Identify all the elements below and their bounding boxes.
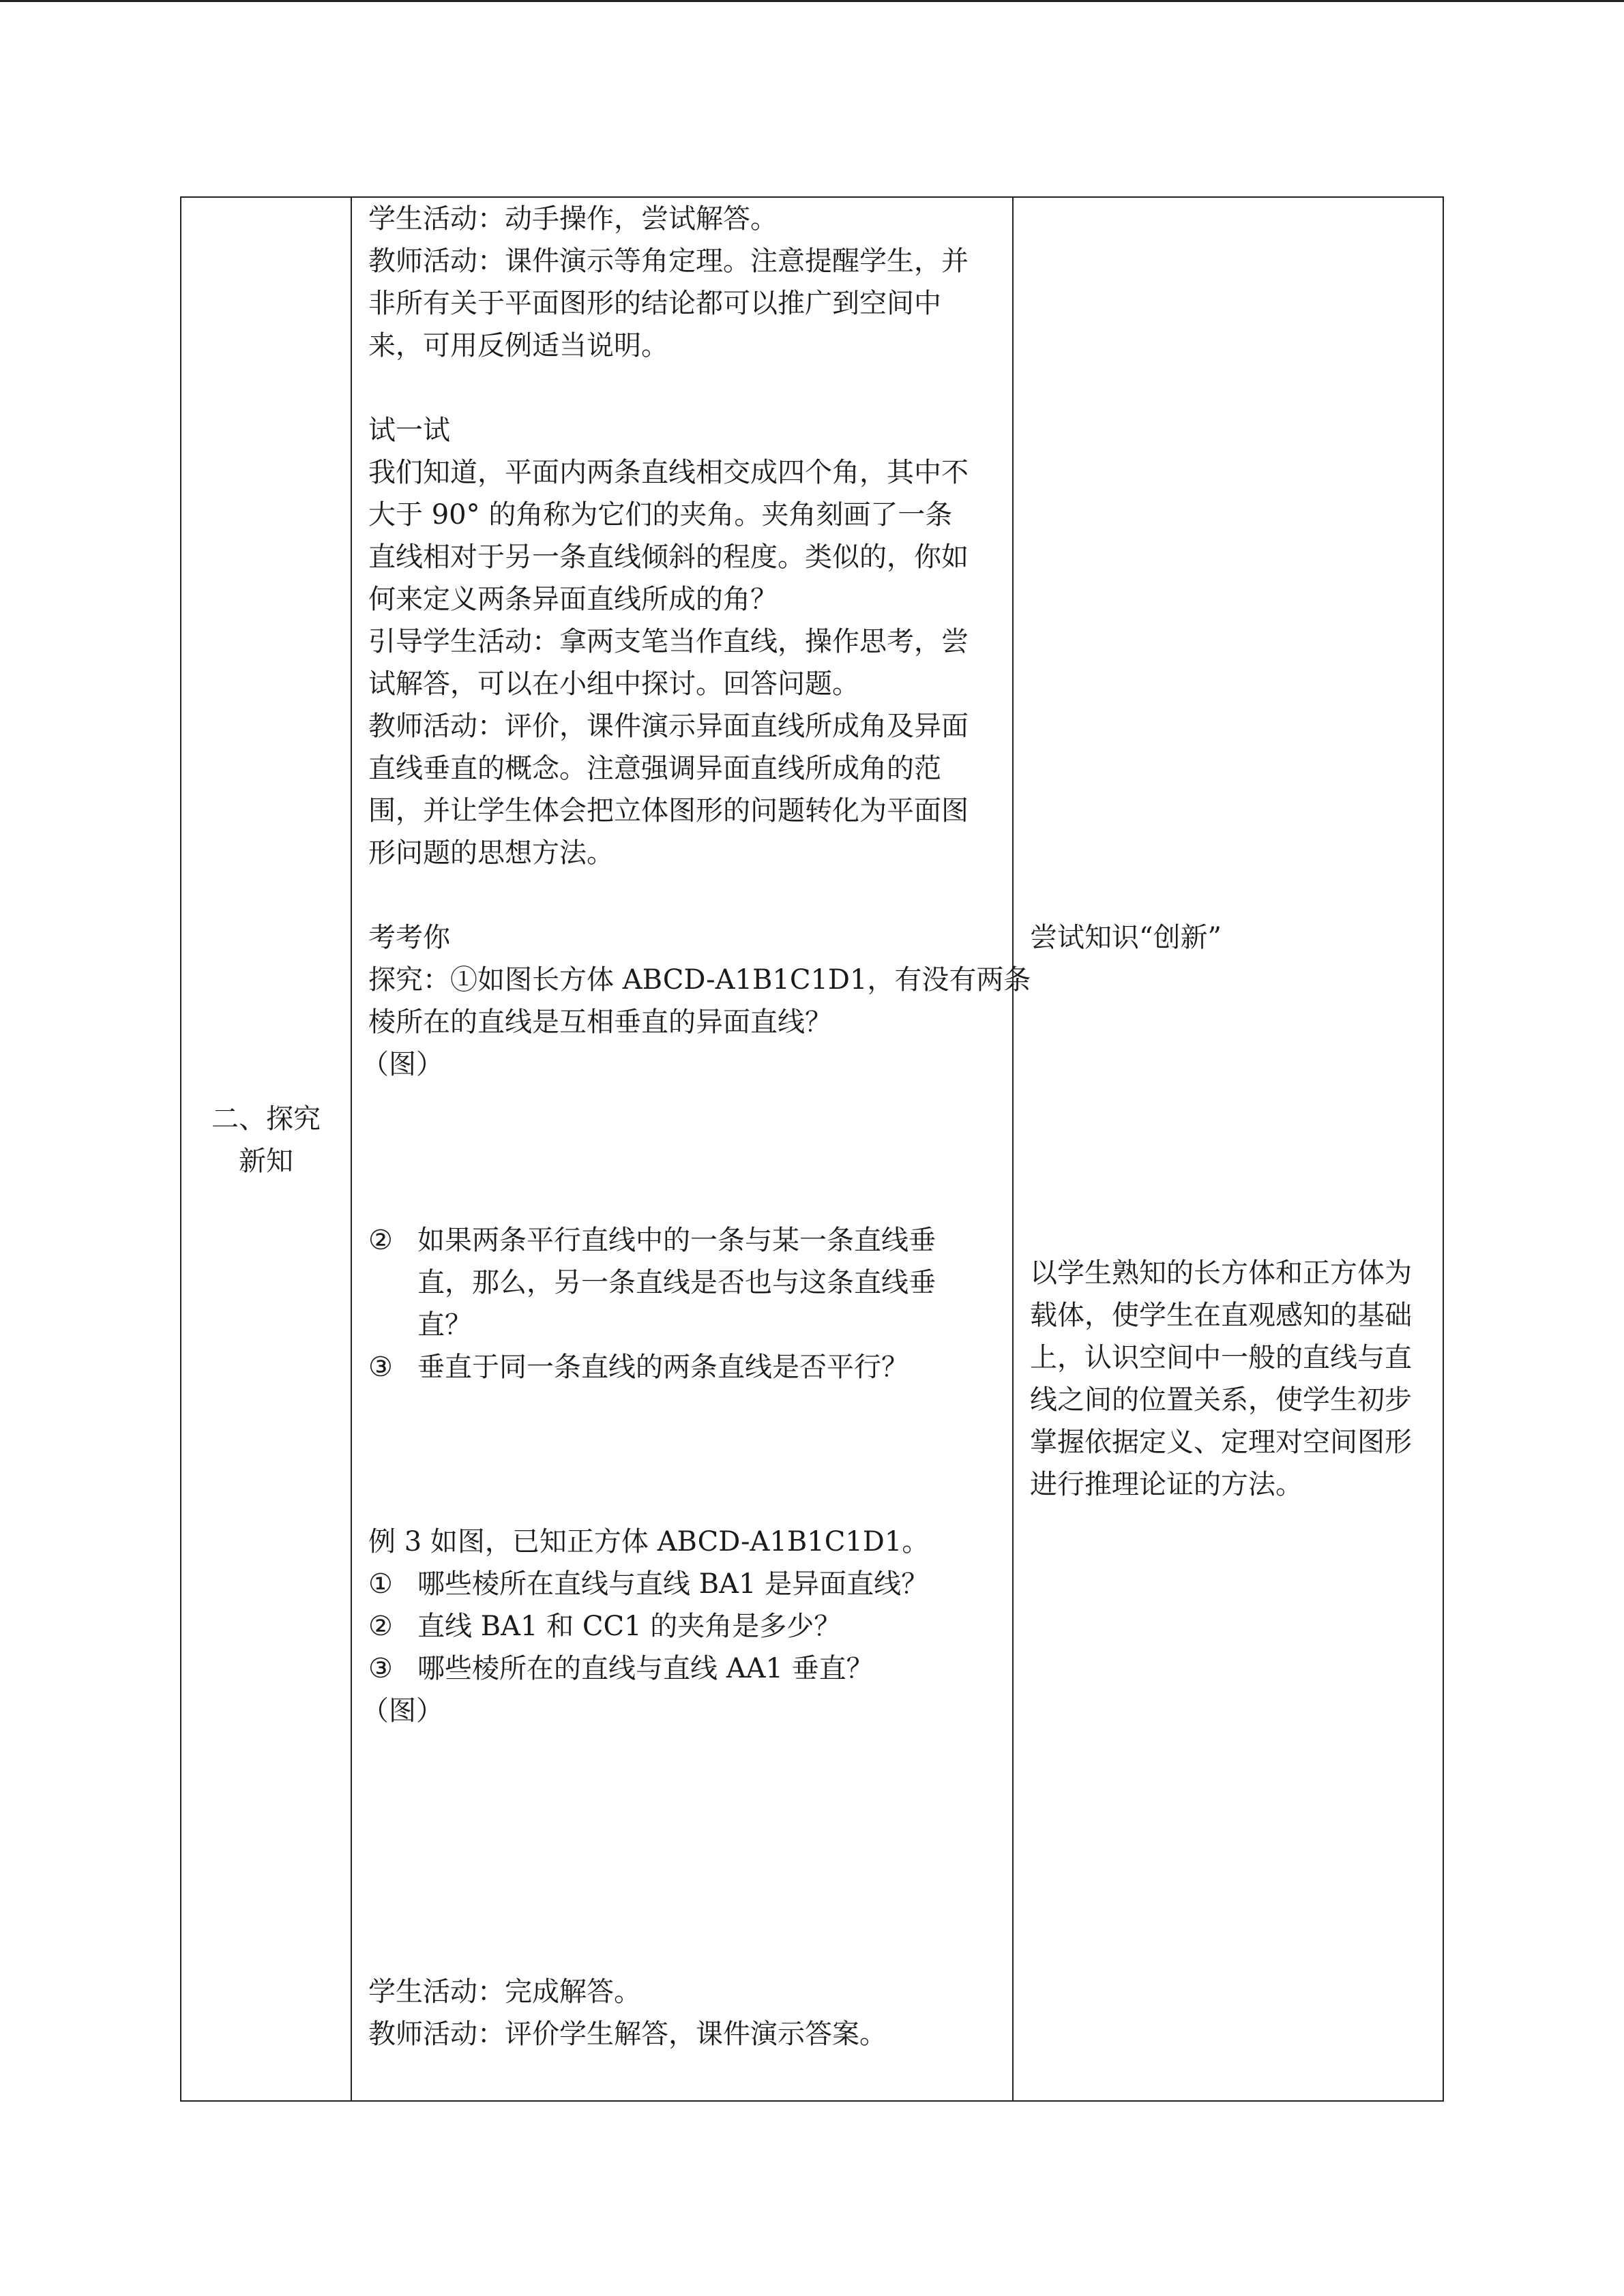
example-3-q1-number: ① bbox=[368, 1568, 393, 1600]
example-3-q3-text: 哪些棱所在的直线与直线 AA1 垂直？ bbox=[417, 1653, 874, 1684]
figure-placeholder-1: （图） bbox=[361, 1049, 443, 1080]
teacher-activity-2-line3: 围，并让学生体会把立体图形的问题转化为平面图 bbox=[368, 795, 969, 826]
intent-note-2-line6: 进行推理论证的方法。 bbox=[1030, 1469, 1303, 1500]
teacher-activity-1-line3: 来，可用反例适当说明。 bbox=[368, 330, 668, 361]
intent-note-1: 尝试知识“创新” bbox=[1030, 922, 1222, 953]
example-3-q2-text: 直线 BA1 和 CC1 的夹角是多少？ bbox=[417, 1611, 842, 1642]
try-text-line2: 大于 90° 的角称为它们的夹角。夹角刻画了一条 bbox=[368, 499, 953, 531]
teacher-activity-2-line1: 教师活动：评价，课件演示异面直线所成角及异面 bbox=[368, 711, 969, 742]
question-2-number: ② bbox=[368, 1225, 393, 1256]
example-3-q2-number: ② bbox=[368, 1611, 393, 1642]
intent-column bbox=[1014, 198, 1443, 2100]
teacher-activity-2-line2: 直线垂直的概念。注意强调异面直线所成角的范 bbox=[368, 753, 941, 784]
example-3-q1-text: 哪些棱所在直线与直线 BA1 是异面直线？ bbox=[417, 1568, 929, 1600]
section-label bbox=[181, 1098, 351, 1182]
student-activity-end: 学生活动：完成解答。 bbox=[368, 1976, 641, 2008]
try-heading: 试一试 bbox=[368, 415, 450, 446]
intent-note-2-line5: 掌握依据定义、定理对空间图形 bbox=[1030, 1427, 1412, 1458]
question-3-line bbox=[368, 1346, 909, 1388]
example-3-question-2 bbox=[368, 1605, 841, 1648]
teacher-activity-2-line4: 形问题的思想方法。 bbox=[368, 837, 614, 869]
question-2-line1 bbox=[368, 1219, 936, 1262]
example-3-q3-number: ③ bbox=[368, 1653, 393, 1684]
example-3-question-1 bbox=[368, 1563, 928, 1605]
teacher-activity-end: 教师活动：评价学生解答，课件演示答案。 bbox=[368, 2018, 887, 2050]
try-text-line4: 何来定义两条异面直线所成的角？ bbox=[368, 584, 778, 615]
intent-note-2-line1: 以学生熟知的长方体和正方体为 bbox=[1030, 1257, 1412, 1289]
guide-activity-line1: 引导学生活动：拿两支笔当作直线，操作思考，尝 bbox=[368, 626, 969, 657]
question-2-text1: 如果两条平行直线中的一条与某一条直线垂 bbox=[417, 1225, 936, 1256]
section-label-line1: 二、探究 bbox=[211, 1103, 321, 1135]
explore-line1: 探究：①如图长方体 ABCD-A1B1C1D1，有没有两条 bbox=[368, 964, 1031, 996]
intent-note-2-line2: 载体，使学生在直观感知的基础 bbox=[1030, 1300, 1412, 1331]
section-column bbox=[181, 198, 351, 2100]
question-3-text: 垂直于同一条直线的两条直线是否平行？ bbox=[417, 1352, 909, 1383]
example-3-question-3 bbox=[368, 1648, 874, 1690]
try-text-line1: 我们知道，平面内两条直线相交成四个角，其中不 bbox=[368, 457, 969, 488]
figure-placeholder-2: （图） bbox=[361, 1695, 443, 1727]
question-3-number: ③ bbox=[368, 1352, 393, 1383]
guide-activity-line2: 试解答，可以在小组中探讨。回答问题。 bbox=[368, 668, 859, 700]
explore-line2: 棱所在的直线是互相垂直的异面直线？ bbox=[368, 1007, 832, 1038]
try-text-line3: 直线相对于另一条直线倾斜的程度。类似的，你如 bbox=[368, 541, 969, 573]
question-2-line3: 直？ bbox=[417, 1309, 472, 1341]
intent-note-2-line4: 线之间的位置关系，使学生初步 bbox=[1030, 1384, 1412, 1416]
teacher-activity-1-line2: 非所有关于平面图形的结论都可以推广到空间中 bbox=[368, 288, 941, 319]
student-activity-1: 学生活动：动手操作，尝试解答。 bbox=[368, 203, 778, 235]
test-heading: 考考你 bbox=[368, 922, 450, 953]
intent-note-2-line3: 上，认识空间中一般的直线与直 bbox=[1030, 1342, 1412, 1373]
section-label-line2: 新知 bbox=[239, 1146, 293, 1177]
lesson-plan-table bbox=[180, 196, 1444, 2102]
content-column bbox=[352, 198, 1031, 2100]
top-border-line bbox=[0, 0, 1624, 2]
teacher-activity-1-line1: 教师活动：课件演示等角定理。注意提醒学生，并 bbox=[368, 245, 969, 277]
example-3-title: 例 3 如图，已知正方体 ABCD-A1B1C1D1。 bbox=[368, 1526, 930, 1557]
question-2-line2: 直，那么，另一条直线是否也与这条直线垂 bbox=[417, 1267, 936, 1298]
